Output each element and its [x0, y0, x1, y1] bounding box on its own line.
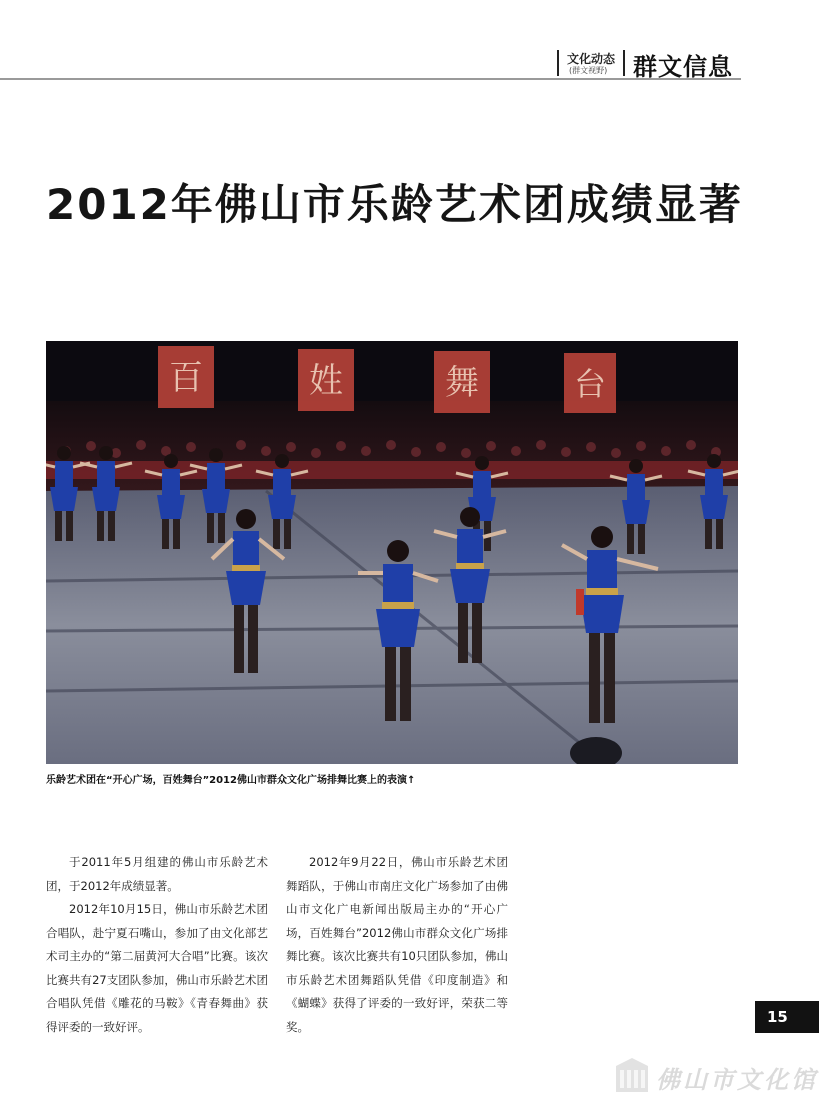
performance-photo	[46, 341, 738, 764]
photo-caption: 乐龄艺术团在“开心广场，百姓舞台”2012佛山市群众文化广场排舞比赛上的表演↑	[46, 775, 416, 786]
paragraph: 于2011年5月组建的佛山市乐龄艺术团，于2012年成绩显著。	[46, 855, 268, 893]
article-column-right	[286, 851, 508, 1039]
paragraph: 2012年10月15日，佛山市乐龄艺术团合唱队，赴宁夏石嘴山，参加了由文化部艺术司主办的“第二届黄河大合唱”比赛。该次比赛共有27支团队参加，佛山市乐龄艺术团合唱队凭借《雕花的马鞍》《青春舞曲》获得评委的一致好评。	[46, 902, 268, 1034]
article-column-left	[46, 851, 268, 1039]
banner-char-4: 台	[573, 365, 607, 403]
banner-char-3: 舞	[445, 363, 479, 403]
banner-char-1: 百	[169, 358, 203, 398]
section-title: 群文信息	[633, 53, 733, 81]
header-divider-left	[557, 50, 559, 76]
paragraph: 2012年9月22日，佛山市乐龄艺术团舞蹈队，于佛山市南庄文化广场参加了由佛山市文化广电新闻出版局主办的“开心广场，百姓舞台”2012佛山市群众文化广场排舞比赛。该次比赛共有10只团队参加，佛山市乐龄艺术团舞蹈队凭借《印度制造》和《蝴蝶》获得了评委的一致好评，荣获二等奖。	[286, 855, 508, 1034]
building-icon	[612, 1054, 652, 1094]
photo-illustration	[46, 341, 738, 764]
banner-char-2: 姓	[309, 361, 343, 401]
page-number-box	[755, 1001, 819, 1033]
section-header	[557, 47, 747, 79]
page-number: 15	[767, 1008, 788, 1026]
section-sub-label: (群文视野)	[569, 66, 608, 75]
article-headline: 2012年佛山市乐龄艺术团成绩显著	[46, 180, 743, 229]
section-main-label: 文化动态	[567, 52, 616, 66]
header-divider-right	[623, 50, 625, 76]
footer-logo	[612, 1052, 817, 1096]
footer-watermark-text: 佛山市文化馆	[656, 1066, 818, 1094]
